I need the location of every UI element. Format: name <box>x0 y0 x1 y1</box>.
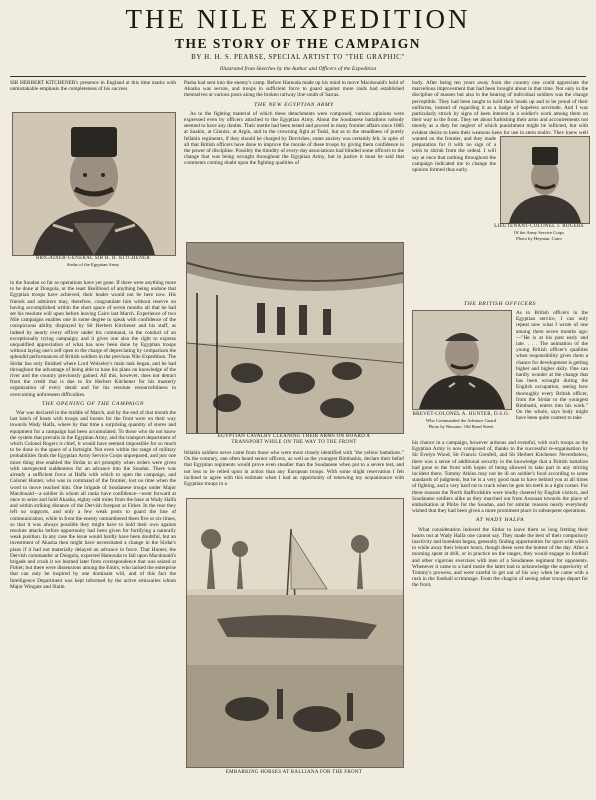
col3-paragraph: body. After being ten years away from the country one could appreciate the marvellous improvement that had been brought about in that time. Not only in the discipline of masses but also in the bearing of individual soldiers was the change perceptible. They had been taught to hold their heads up and to be proud of their uniforms, instead of regarding it as a badge of hopeless servitude. And I was particularly struck by signs of keen interest in a soldier's work among them on their way to the front. They set about furbishing their arms and accoutrements not merely as a duty for neglect of which punishment might be inflicted, but with evident desire to keep their weapons keen for use in stern reality. They knew well <box>412 80 588 134</box>
section-heading-british-officers: THE BRITISH OFFICERS <box>464 301 536 307</box>
cavalry-illustration <box>186 242 404 434</box>
section-heading-opening: THE OPENING OF THE CAMPAIGN <box>41 400 145 407</box>
col2-paragraph-2: As to the fighting material of which these detachments were composed, various opinions were expressed even by officers attached to the Egyptian Army. About the Soudanese battalions nobody seemed to have any doubts. Their mettle had been tested and proved in many frontier affairs since 1885 at Suakin, at Ginniss, at Argin, and in the crowning fight at Toski, but as to the steadiness of purely fellahin regiments, if they should be charged by Dervishes, some anxiety was certainly felt, in spite of all that British officers have done to improve the morale of these troops by giving them confidence in the power of discipline. Possibly the timidity of every-day associations had blinded some officers to the change that was being wrought throughout the Egyptian Army, but in justice it must be said that comments coming doubt upon the fighting qualities of <box>184 110 404 167</box>
column-1 <box>10 280 176 792</box>
illustration-credit: Illustrated from Sketches by the Author and Officers of the Expedition <box>219 66 377 72</box>
col3-paragraph-2: wanted on the frontier, and they made preparation for it with no sign of a wish to shrink from the ordeal. I will say at once that nothing throughout the campaign indicated me to change the opinion formed thus early. <box>412 136 496 174</box>
horses-caption: EMBARKING HORSES AT BALLIANA FOR THE FRONT <box>225 770 363 775</box>
kitchener-caption <box>10 256 176 268</box>
rogers-caption-sub-1: Of the Army Service Corps <box>513 230 565 235</box>
section-heading-egyptian-army: THE NEW EGYPTIAN ARMY <box>254 101 334 108</box>
rogers-caption-sub-2: Photo by Heyman, Cairo <box>516 236 562 241</box>
column-3-bottom <box>412 440 588 794</box>
intro-paragraph <box>10 80 176 108</box>
column-3-top <box>412 80 588 134</box>
kitchener-caption-title: BRIGADIER-GENERAL SIR H. H. KITCHENER <box>36 256 150 261</box>
article-subtitle: THE STORY OF THE CAMPAIGN <box>174 36 422 51</box>
cavalry-caption <box>184 434 404 446</box>
page-title: THE NILE EXPEDITION <box>125 4 471 34</box>
section-heading-wady-halfa: AT WADY HALFA <box>475 517 525 524</box>
column-2-top <box>184 80 404 240</box>
kitchener-portrait <box>12 112 176 256</box>
hunter-caption-title: BREVET-COLONEL A. HUNTER, D.S.O. <box>412 412 510 417</box>
hunter-caption-sub-1: Who Commanded the Advance Guard <box>425 418 497 423</box>
portrait-engraving-icon <box>501 137 589 223</box>
column-2-middle <box>184 450 404 494</box>
hunter-caption <box>408 412 514 430</box>
ship-deck-engraving-icon <box>187 243 403 433</box>
column-3-narrow <box>412 136 496 296</box>
cavalry-caption-line-1: EGYPTIAN CAVALRY CLEANING THEIR ARMS ON BOARD A <box>217 434 371 439</box>
col3-paragraph-3: As to British officers in the Egyptian service, I can only repeat now what I wrote of one among them seven months ago:—"He is at his post early and late. . . . The animation of the young British officer's qualities when responsibility gives them a chance for development is getting higher and higher daily. One can hardly wonder at the change that has been wrought during the English occupation, seeing how thoroughly every British officer, from the Sirdar to the youngest Bimbashi, enters into his work." On the whole, says body might have been quite content to take <box>516 310 588 422</box>
col1-paragraph: in the Soudan so far as operations have yet gone. If there were anything more to be done at Dongola, or the least likelihood of anything being undone that Egyptian troops have achieved, their leader would not be here now. His friends and admirers may, therefore, congratulate him without reserve on having accomplished within the short space of seven months all that he had set his resolute will upon before leaving Cairo last March. Experience of two Nile campaigns enables one in some degree to speak with confidence of the conspicuous ability displayed by Sir Herbert Kitchener and his staff, as indeed by nearly every officer under his command, in the conduct of an exceptionally trying campaign; and it gives one also the right to express unqualified appreciation of what has now been done by Egyptian troops without laying one's self open to the charge of depreciating by comparison the splendid performances of British soldiers in the previous Nile Expedition. The Sirdar has only finished where Lord Wolseley's main task began, and he had throughout the advantage of being able to base his plans on knowledge of the river and the country previously gained. All this, however, does not detract from the credit that is due to Sir Herbert Kitchener for his masterly organisation of every detail and for his resolute resourcefulness in overcoming unforeseen difficulties. <box>10 280 176 398</box>
intro-text: SIR HERBERT KITCHENER's presence in England at this time marks with unmistakable emphasis the completeness of his success <box>10 80 176 93</box>
col3-paragraph-4: his chance in a campaign, however arduous and eventful, with such troops as the Egyptian Army is now composed of, thanks to the successful re-organisation by Sir Evelyn Wood, Sir Francis Grenfell, and Sir Herbert Kitchener. Nevertheless, there was a sense of additional security in the knowledge that a British battalion had gone to the front with hopes of being allowed to take part in any stirring incident there. Tommy Atkins may not be ill on soldier's food according to some standards of judgment, but he is a very good man to have behind you at all times of fighting, and a very hard rat to crack when he gets his teeth in a tight corner. For these reasons the North Staffordshire were loudly cheered by English visitors, and Soudanese soldiers alike as they marched out from Assouan towards the place of embarkation at Philæ for the Soudan, and for similar reasons nearly everybody wished that they had been given a more prominent place in subsequent operations. <box>412 440 588 515</box>
rogers-caption-title: LIEUTENANT-COLONEL J. ROGERS <box>494 224 584 229</box>
col1-paragraph-2: War was declared in the middle of March, and by the end of that month the last batch of boats with troops and horses for the front were on their way towards Wady Halfa, where by that time a surprising quantity of stores and equipment for a campaign had been accumulated. To those who do not know the system that prevails in the Egyptian Army, and the transport department of which Colonel Rogers is chief, it would have seemed impossible for so much to be done in the space of a fortnight. Not even within the range of military probabilities finds the Egyptian Army Service Corps unprepared, and just one more thing else enabled the Sirdar to act promptly when orders were given with unexpected suddenness for an advance into the Soudan. There was already a sufficient force at Halfa with which to open the campaign, and Colonel Hunter, who was in command of the frontier, lost no time when the word to move reached him. One brigade of Soudanese troops under Major Macdonald—a soldier in whom all ranks have confidence—went forward at once to seize and hold Akasha, eighty odd miles from the base at Wady Halfa and within striking distance of the Dervish forepost at Firket. In the rear they left no supports, and only a few weak posts to guard the line of communication, while in front the enemy outnumbered them five or six times, so that it was always possible they might have to hold their own against resolute attacks before opportunity had been given for fortifying a naturally weak position. In any case the issue would hardly have been doubtful, but an investment of Akasha then might have necessitated a change in the Sirdar's plans if it had not materially delayed an advance in force. That Hunter, the Dervish commander at Dongola, expected Hamouda to fall upon Macdonald's brigade and crush it we learned later from correspondence that was seized at Firket; but there were dissensions among the Emirs, who lacked the enterprise that can only be inspired by one dominant will, and of this fact the Intelligence Department was kept informed by the active emissaries whom Major Wingate and Slatin <box>10 410 176 590</box>
portrait-engraving-icon <box>13 113 175 255</box>
portrait-engraving-icon <box>413 311 511 409</box>
hunter-portrait <box>412 310 512 410</box>
rogers-caption <box>488 224 590 242</box>
cavalry-caption-line-2: TRANSPORT WHILE ON THE WAY TO THE FRONT <box>231 440 357 445</box>
byline: BY H. H. S. PEARSE, SPECIAL ARTIST TO "THE GRAPHIC" <box>191 53 405 61</box>
kitchener-caption-sub: Sirdar of the Egyptian Army <box>66 262 120 267</box>
col2-paragraph-3: fellahin soldiers never came from those who were most closely identified with "the yellow battalions." On the contrary, one often heard senior officers, as well as the youngest Bimbashis, declare their belief that Egyptian regiments would prove even steadier than the Soudanese when put to a severe test, and not less to be relied upon in action than any European troops. With some slight reservation I felt inclined to agree with this estimate when I had an opportunity of renewing my acquaintance with Egyptian troops in a <box>184 450 404 488</box>
column-3-narrow-2 <box>516 310 588 438</box>
horses-illustration <box>186 498 404 768</box>
hunter-caption-sub-2: Photo by Bassano, Old Bond Street <box>428 424 494 429</box>
col3-paragraph-5: What consideration induced the Sirdar to leave them so long fretting their hearts out at Wady Halfa one cannot say. They made the best of their compulsory inactivity and boredom began, generally finding opportunities for sport with which to while away their leisure hours, though these were the hottest of the day. After a morning spent at drill, or in practice on the ranges, they would engage in football and other vigorous exercises with men of a Soudanese regiment for opponents. Whenever it came to a hard tussle the latter had to acknowledge the superiority of Tommy's prowess, and were careful to get out of his way when he came with a rush in the football scrimmage. From the chagrin of seeing other troops depart for the front, <box>412 526 588 589</box>
col2-paragraph: Pasha had sent into the enemy's camp. Before Hamuda made up his mind to move Macdonald's hold of Akasha was secure, and troops in sufficient force to guard against more raids had established themselves at various posts along the broken railway line south of Sarras. <box>184 80 404 99</box>
header-rule <box>10 76 586 77</box>
river-bank-engraving-icon <box>187 499 403 767</box>
rogers-portrait <box>500 136 590 224</box>
